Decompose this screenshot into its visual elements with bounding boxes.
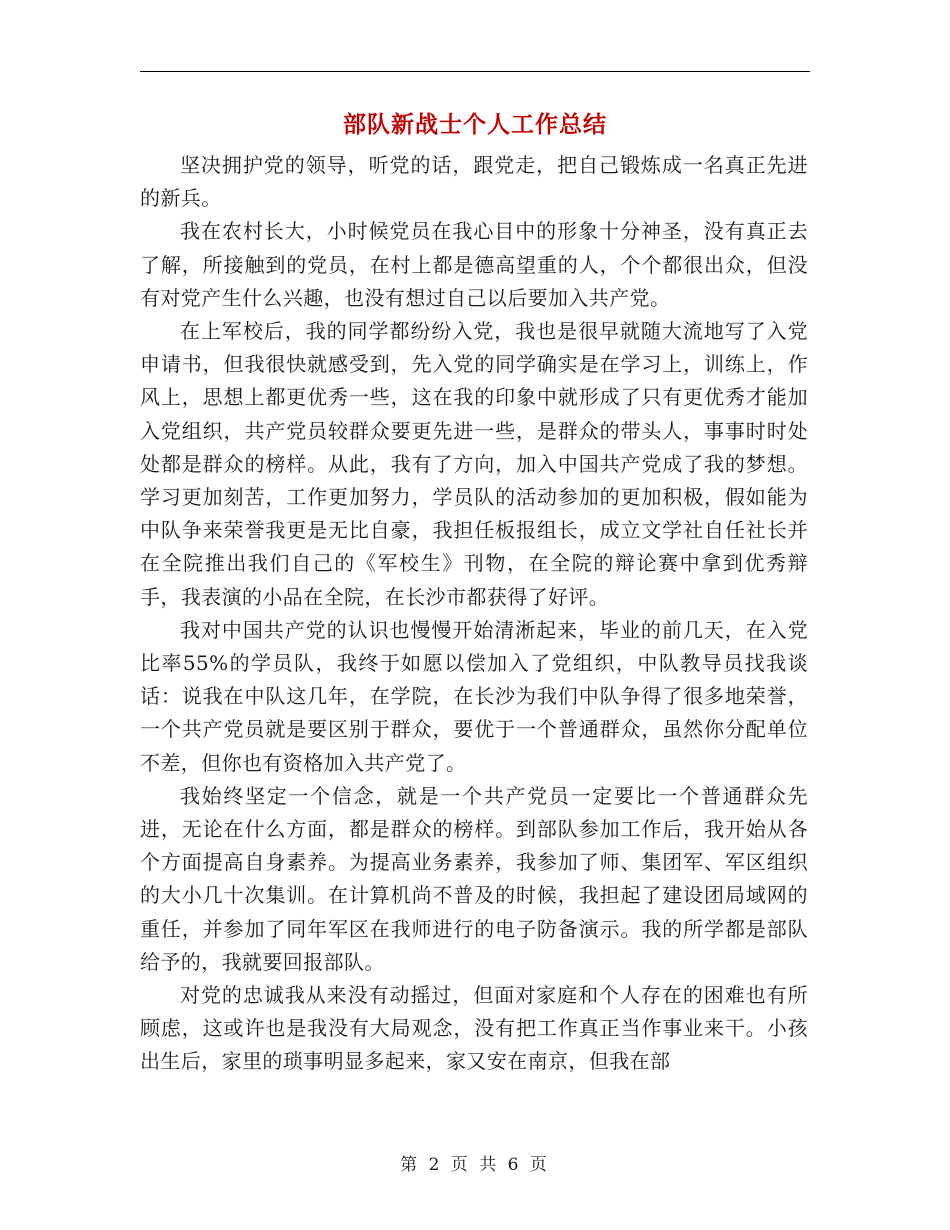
paragraph-6: 对党的忠诚我从来没有动摇过，但面对家庭和个人存在的困难也有所顾虑，这或许也是我没有大局观念，没有把工作真正当作事业来干。小孩出生后，家里的琐事明显多起来，家又安在南京，但我在部 bbox=[140, 983, 808, 1074]
document-title: 部队新战士个人工作总结 bbox=[343, 111, 607, 138]
paragraph-2: 我在农村长大，小时候党员在我心目中的形象十分神圣，没有真正去了解，所接触到的党员，在村上都是德高望重的人，个个都很出众，但没有对党产生什么兴趣，也没有想过自己以后要加入共产党。 bbox=[140, 219, 808, 310]
paragraph-4: 我对中国共产党的认识也慢慢开始清淅起来，毕业的前几天，在入党比率55%的学员队，我终于如愿以偿加入了党组织，中队教导员找我谈话：说我在中队这几年，在学院，在长沙为我们中队争得了很多地荣誉，一个共产党员就是要区别于群众，要优于一个普通群众，虽然你分配单位不差，但你也有资格加入共产党了。 bbox=[140, 617, 808, 775]
header-rule bbox=[140, 71, 810, 72]
paragraph-5: 我始终坚定一个信念，就是一个共产党员一定要比一个普通群众先进，无论在什么方面，都是群众的榜样。到部队参加工作后，我开始从各个方面提高自身素养。为提高业务素养，我参加了师、集团军、军区组织的大小几十次集训。在计算机尚不普及的时候，我担起了建设团局域网的重任，并参加了同年军区在我师进行的电子防备演示。我的所学都是部队给予的，我就要回报部队。 bbox=[140, 783, 808, 974]
page-number-footer: 第 2 页 共 6 页 bbox=[400, 1155, 550, 1175]
document-body bbox=[140, 149, 808, 1079]
paragraph-3: 在上军校后，我的同学都纷纷入党，我也是很早就随大流地写了入党申请书，但我很快就感受到，先入党的同学确实是在学习上，训练上，作风上，思想上都更优秀一些，这在我的印象中就形成了只有更优秀才能加入党组织，共产党员较群众要更先进一些，是群众的带头人，事事时时处处都是群众的榜样。从此，我有了方向，加入中国共产党成了我的梦想。学习更加刻苦，工作更加努力，学员队的活动参加的更加积极，假如能为中队争来荣誉我更是无比自豪，我担任板报组长，成立文学社自任社长并在全院推出我们自己的《军校生》刊物，在全院的辩论赛中拿到优秀辩手，我表演的小品在全院，在长沙市都获得了好评。 bbox=[140, 319, 808, 609]
paragraph-1: 坚决拥护党的领导，听党的话，跟党走，把自己锻炼成一名真正先进的新兵。 bbox=[140, 153, 808, 211]
